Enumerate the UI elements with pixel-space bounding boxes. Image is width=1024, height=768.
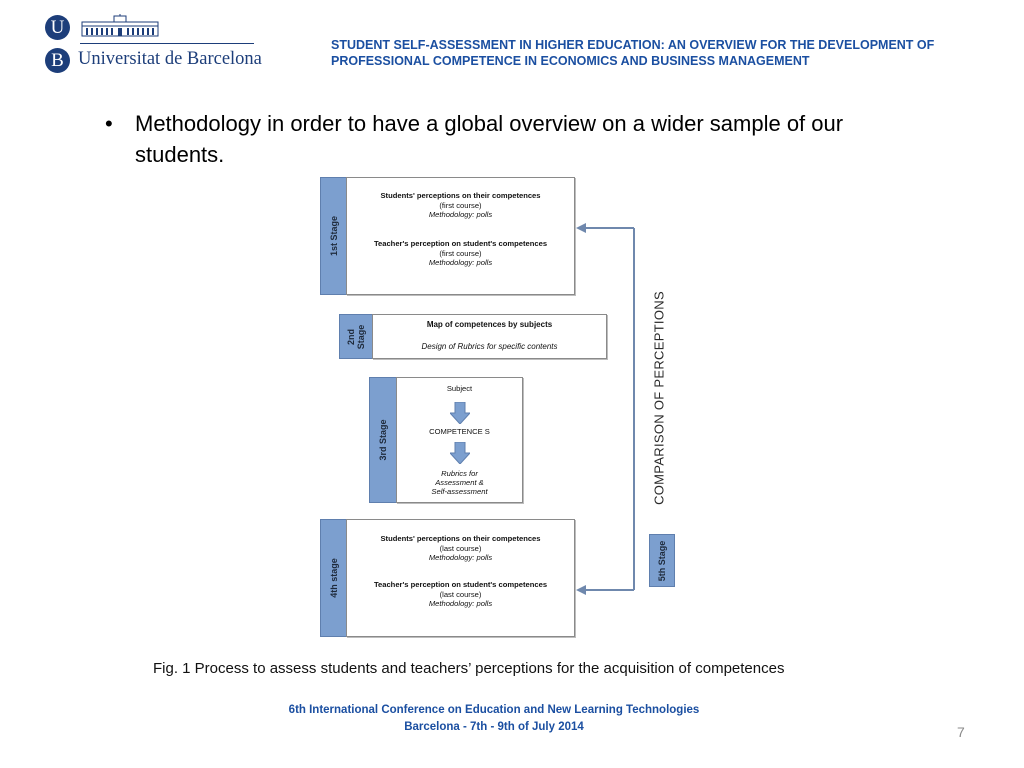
stage4-teacher-title: Teacher's perception on student's competences: [373, 580, 548, 589]
stage1-students-course: (first course): [439, 201, 482, 210]
stage3-box: [396, 377, 523, 503]
stage1-teacher-course: (first course): [439, 249, 482, 258]
stage1-teacher-title: Teacher's perception on student's competences: [373, 239, 548, 248]
bullet-symbol: •: [105, 111, 113, 136]
stage2-title: Map of competences by subjects: [426, 320, 553, 329]
stage4-teacher-method: Methodology: polls: [428, 599, 493, 608]
comparison-label: COMPARISON OF PERCEPTIONS: [651, 291, 667, 505]
stage3-subject: Subject: [446, 384, 473, 393]
stage4-label: 4th stage: [328, 558, 339, 598]
stage4-box: [346, 519, 575, 637]
stage3-rubrics-line2: Assessment &: [435, 478, 484, 487]
arrowhead-to-stage4-icon: [576, 585, 586, 595]
stage4-teacher-course: (last course): [439, 590, 482, 599]
stage3-tab: [369, 377, 397, 503]
stage1-tab: [320, 177, 347, 295]
stage2-label: [346, 324, 366, 349]
footer-line1: 6th International Conference on Education and New Learning Technologies: [288, 704, 700, 716]
stage2-label-line2: Stage: [356, 324, 366, 349]
bullet-line2: students.: [135, 142, 225, 167]
down-arrow-icon: [450, 442, 470, 464]
footer-line2: Barcelona - 7th - 9th of July 2014: [404, 721, 584, 733]
stage3-rubrics-line1: Rubrics for: [441, 469, 478, 478]
stage2-tab: [339, 314, 373, 359]
logo-name: Universitat de Barcelona: [78, 49, 262, 69]
stage3-competences: COMPETENCE S: [429, 427, 490, 436]
down-arrow-icon: [450, 402, 470, 424]
stage1-students-title: Students' perceptions on their competences: [380, 191, 541, 200]
figure-caption: Fig. 1 Process to assess students and teachers’ perceptions for the acquisition of competences: [153, 660, 785, 677]
stage2-box: [372, 314, 607, 359]
logo-u-letter: U: [50, 17, 65, 38]
arrowhead-to-stage1-icon: [576, 223, 586, 233]
stage2-label-line1: 2nd: [346, 328, 356, 345]
header-title-line1: STUDENT SELF-ASSESSMENT IN HIGHER EDUCATION: AN OVERVIEW FOR THE DEVELOPMENT OF: [331, 38, 935, 52]
stage3-label: 3rd Stage: [378, 419, 388, 461]
header-title-line2: PROFESSIONAL COMPETENCE IN ECONOMICS AND BUSINESS MANAGEMENT: [331, 54, 810, 68]
logo-b-letter: B: [51, 50, 64, 71]
stage1-students-method: Methodology: polls: [428, 210, 493, 219]
page-number: 7: [957, 724, 965, 740]
stage4-students-method: Methodology: polls: [428, 553, 493, 562]
stage5-label: 5th Stage: [657, 540, 667, 581]
footer: [244, 702, 744, 736]
stage4-students-title: Students' perceptions on their competences: [380, 534, 541, 543]
stage1-teacher-method: Methodology: polls: [428, 258, 493, 267]
stage1-label: 1st Stage: [328, 215, 339, 257]
stage2-subtitle: Design of Rubrics for specific contents: [421, 342, 558, 351]
stage5-tab: [649, 534, 675, 587]
stage1-box: [346, 177, 575, 295]
stage3-rubrics-line3: Self-assessment: [431, 487, 488, 496]
bullet-line1: Methodology in order to have a global overview on a wider sample of our: [135, 111, 844, 136]
stage4-students-course: (last course): [439, 544, 482, 553]
stage4-tab: [320, 519, 347, 637]
